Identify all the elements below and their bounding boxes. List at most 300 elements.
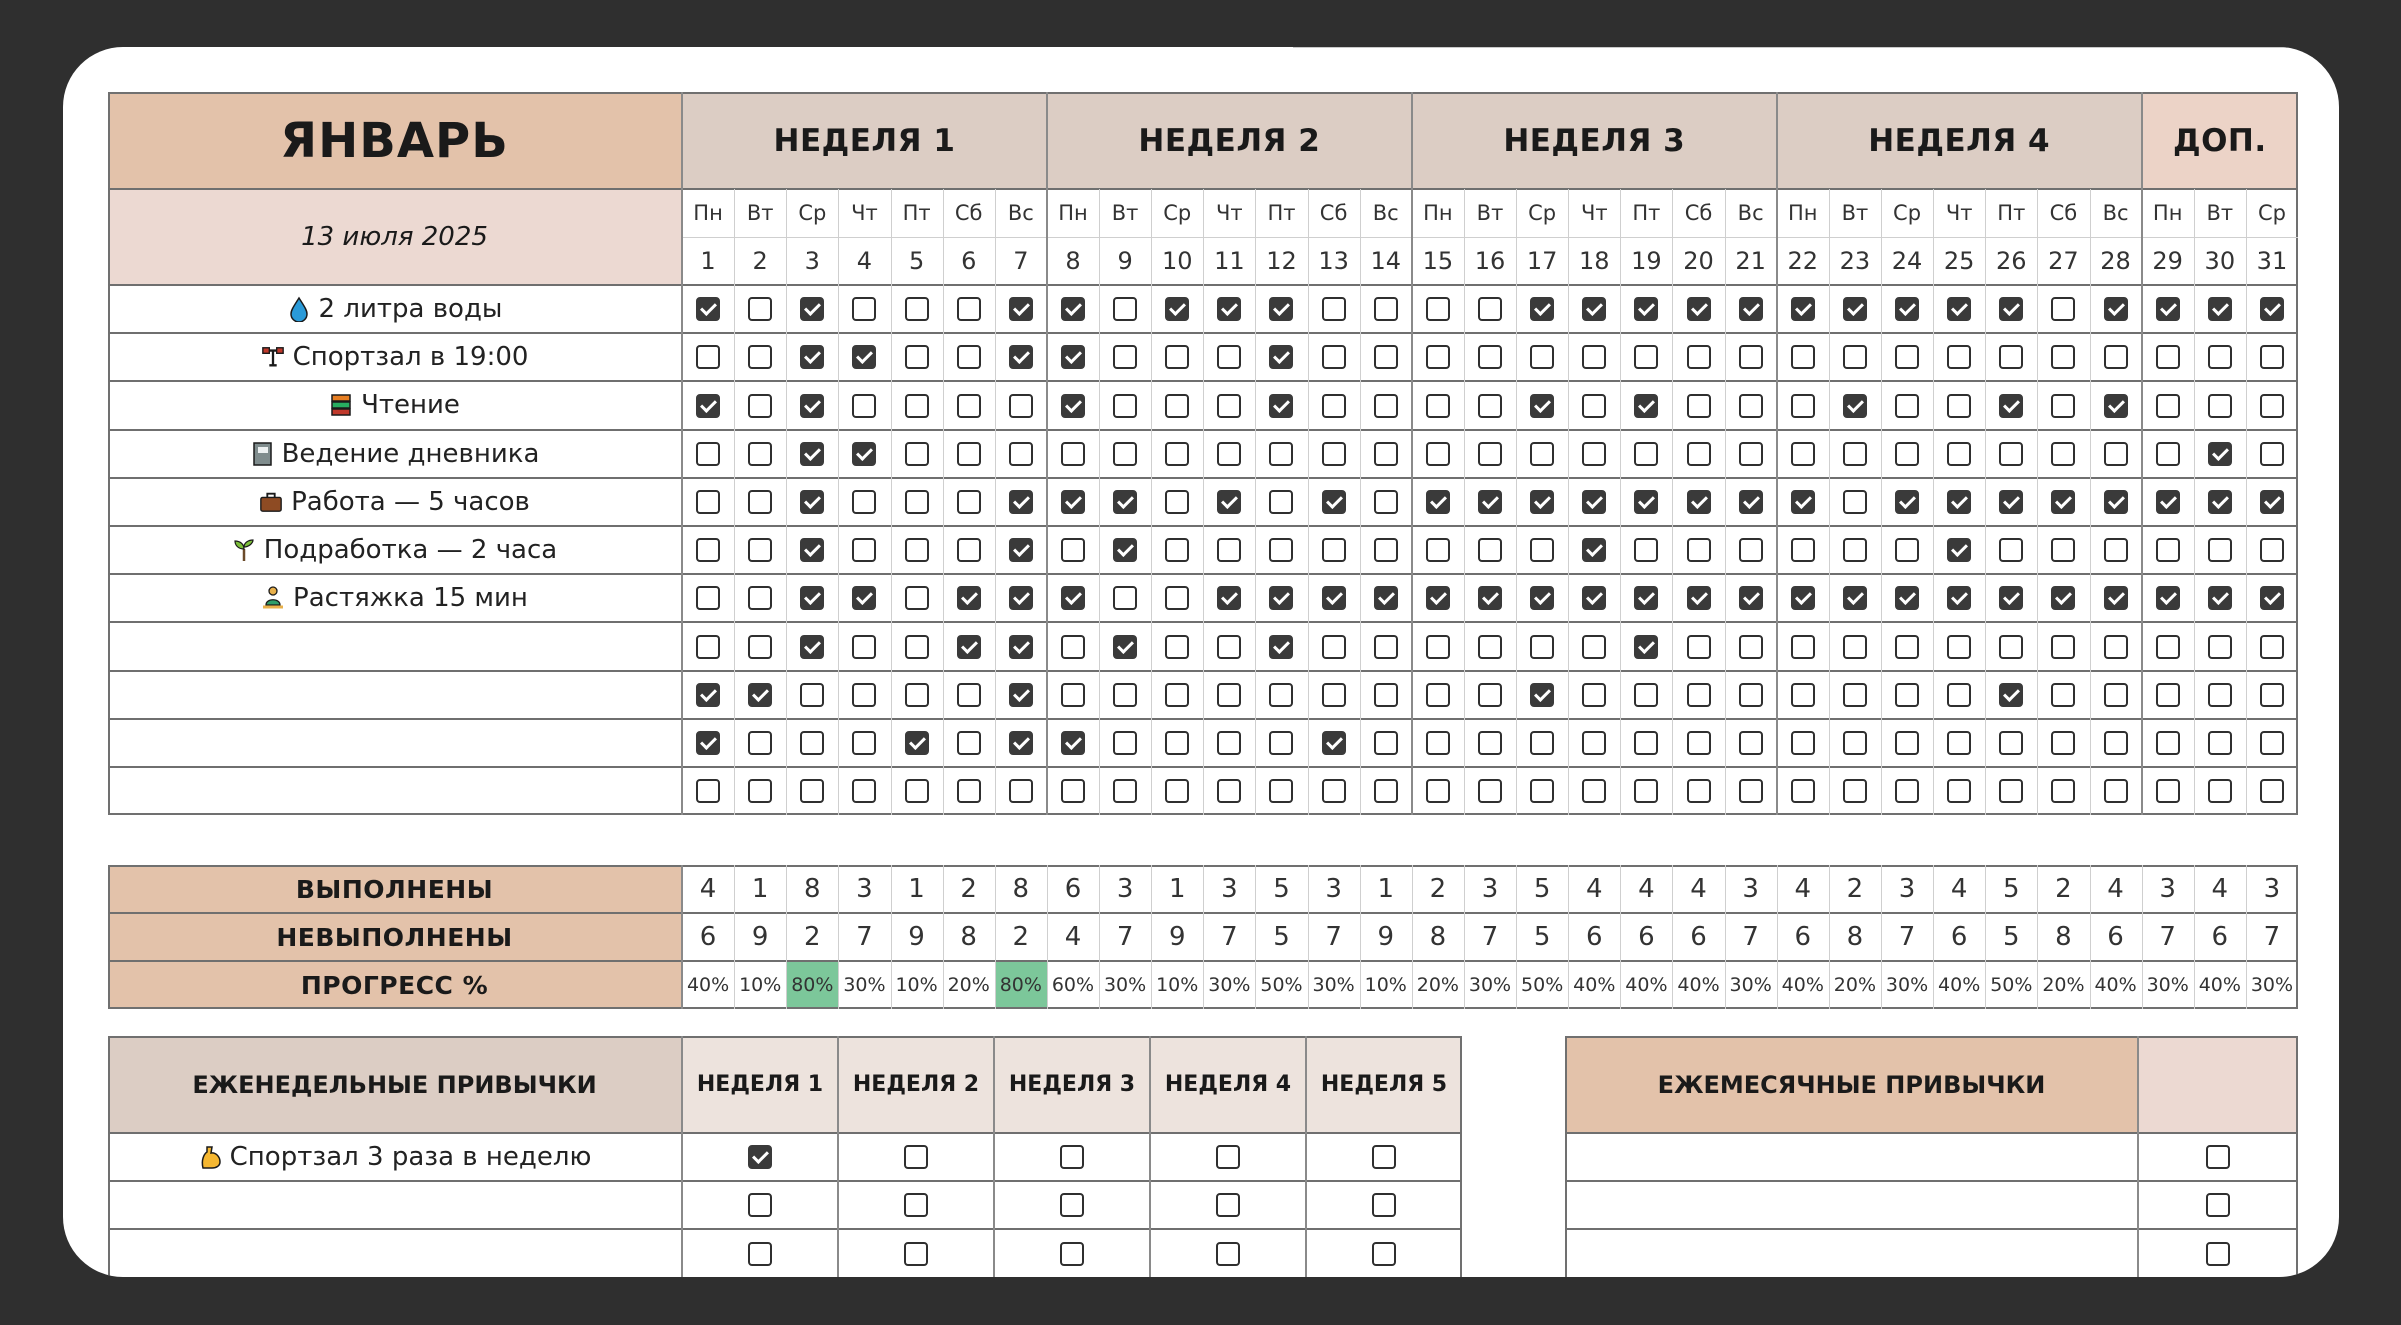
habit-day-checkbox[interactable] xyxy=(800,586,824,610)
habit-day-checkbox[interactable] xyxy=(696,731,720,755)
monthly-habit-checkbox[interactable] xyxy=(2206,1193,2230,1217)
habit-day-checkbox[interactable] xyxy=(1165,394,1189,418)
habit-day-checkbox[interactable] xyxy=(1791,683,1815,707)
habit-day-checkbox[interactable] xyxy=(1009,490,1033,514)
habit-day-checkbox[interactable] xyxy=(1895,442,1919,466)
habit-day-checkbox[interactable] xyxy=(1687,442,1711,466)
habit-day-checkbox[interactable] xyxy=(2208,731,2232,755)
habit-day-checkbox[interactable] xyxy=(1582,394,1606,418)
habit-day-checkbox[interactable] xyxy=(1374,731,1398,755)
habit-day-checkbox[interactable] xyxy=(1061,297,1085,321)
habit-day-checkbox[interactable] xyxy=(2104,731,2128,755)
habit-day-checkbox[interactable] xyxy=(1947,779,1971,803)
habit-day-checkbox[interactable] xyxy=(696,297,720,321)
habit-day-checkbox[interactable] xyxy=(2208,490,2232,514)
habit-day-checkbox[interactable] xyxy=(2208,297,2232,321)
habit-day-checkbox[interactable] xyxy=(1739,586,1763,610)
habit-day-checkbox[interactable] xyxy=(1009,635,1033,659)
habit-day-checkbox[interactable] xyxy=(1582,586,1606,610)
habit-day-checkbox[interactable] xyxy=(1061,345,1085,369)
habit-day-checkbox[interactable] xyxy=(1426,586,1450,610)
habit-day-checkbox[interactable] xyxy=(800,394,824,418)
habit-day-checkbox[interactable] xyxy=(2051,394,2075,418)
habit-day-checkbox[interactable] xyxy=(2156,779,2180,803)
habit-day-checkbox[interactable] xyxy=(2104,442,2128,466)
habit-day-checkbox[interactable] xyxy=(1478,442,1502,466)
habit-day-checkbox[interactable] xyxy=(2260,394,2284,418)
habit-day-checkbox[interactable] xyxy=(852,683,876,707)
habit-day-checkbox[interactable] xyxy=(1165,683,1189,707)
habit-day-checkbox[interactable] xyxy=(1374,394,1398,418)
habit-day-checkbox[interactable] xyxy=(905,394,929,418)
habit-day-checkbox[interactable] xyxy=(1582,442,1606,466)
habit-day-checkbox[interactable] xyxy=(957,683,981,707)
habit-day-checkbox[interactable] xyxy=(2260,586,2284,610)
weekly-habit-checkbox[interactable] xyxy=(1060,1193,1084,1217)
habit-day-checkbox[interactable] xyxy=(1478,538,1502,562)
habit-day-checkbox[interactable] xyxy=(1217,731,1241,755)
habit-day-checkbox[interactable] xyxy=(852,731,876,755)
habit-day-checkbox[interactable] xyxy=(1582,538,1606,562)
habit-day-checkbox[interactable] xyxy=(852,442,876,466)
habit-day-checkbox[interactable] xyxy=(1634,490,1658,514)
habit-day-checkbox[interactable] xyxy=(2208,683,2232,707)
habit-day-checkbox[interactable] xyxy=(1113,442,1137,466)
habit-day-checkbox[interactable] xyxy=(696,683,720,707)
habit-day-checkbox[interactable] xyxy=(905,538,929,562)
habit-day-checkbox[interactable] xyxy=(696,394,720,418)
habit-day-checkbox[interactable] xyxy=(1999,394,2023,418)
habit-day-checkbox[interactable] xyxy=(1478,635,1502,659)
habit-day-checkbox[interactable] xyxy=(1113,731,1137,755)
weekly-habit-checkbox[interactable] xyxy=(1060,1145,1084,1169)
habit-day-checkbox[interactable] xyxy=(800,779,824,803)
weekly-habit-checkbox[interactable] xyxy=(1216,1193,1240,1217)
habit-day-checkbox[interactable] xyxy=(1530,394,1554,418)
habit-day-checkbox[interactable] xyxy=(1582,683,1606,707)
habit-day-checkbox[interactable] xyxy=(1791,297,1815,321)
habit-day-checkbox[interactable] xyxy=(852,297,876,321)
habit-day-checkbox[interactable] xyxy=(1634,538,1658,562)
habit-day-checkbox[interactable] xyxy=(1269,731,1293,755)
habit-day-checkbox[interactable] xyxy=(1322,345,1346,369)
weekly-habit-checkbox[interactable] xyxy=(1372,1145,1396,1169)
habit-day-checkbox[interactable] xyxy=(1843,442,1867,466)
habit-day-checkbox[interactable] xyxy=(1895,683,1919,707)
habit-day-checkbox[interactable] xyxy=(2104,345,2128,369)
habit-day-checkbox[interactable] xyxy=(696,538,720,562)
habit-day-checkbox[interactable] xyxy=(1478,394,1502,418)
habit-day-checkbox[interactable] xyxy=(852,490,876,514)
habit-day-checkbox[interactable] xyxy=(1217,345,1241,369)
habit-day-checkbox[interactable] xyxy=(2104,297,2128,321)
habit-day-checkbox[interactable] xyxy=(1374,586,1398,610)
habit-day-checkbox[interactable] xyxy=(1895,586,1919,610)
habit-day-checkbox[interactable] xyxy=(1113,297,1137,321)
habit-day-checkbox[interactable] xyxy=(2051,490,2075,514)
habit-day-checkbox[interactable] xyxy=(748,635,772,659)
habit-day-checkbox[interactable] xyxy=(1739,731,1763,755)
weekly-habit-checkbox[interactable] xyxy=(748,1145,772,1169)
habit-day-checkbox[interactable] xyxy=(1999,731,2023,755)
habit-day-checkbox[interactable] xyxy=(748,345,772,369)
habit-day-checkbox[interactable] xyxy=(1113,345,1137,369)
habit-day-checkbox[interactable] xyxy=(696,442,720,466)
habit-day-checkbox[interactable] xyxy=(2156,442,2180,466)
habit-day-checkbox[interactable] xyxy=(1165,635,1189,659)
habit-day-checkbox[interactable] xyxy=(852,586,876,610)
habit-day-checkbox[interactable] xyxy=(1009,442,1033,466)
habit-day-checkbox[interactable] xyxy=(1061,635,1085,659)
habit-day-checkbox[interactable] xyxy=(957,442,981,466)
habit-day-checkbox[interactable] xyxy=(1165,586,1189,610)
habit-day-checkbox[interactable] xyxy=(696,345,720,369)
habit-day-checkbox[interactable] xyxy=(2208,394,2232,418)
habit-day-checkbox[interactable] xyxy=(2104,538,2128,562)
habit-day-checkbox[interactable] xyxy=(1791,345,1815,369)
habit-day-checkbox[interactable] xyxy=(1426,538,1450,562)
habit-day-checkbox[interactable] xyxy=(1426,779,1450,803)
habit-day-checkbox[interactable] xyxy=(1634,586,1658,610)
habit-day-checkbox[interactable] xyxy=(852,779,876,803)
habit-day-checkbox[interactable] xyxy=(2051,683,2075,707)
habit-day-checkbox[interactable] xyxy=(748,297,772,321)
habit-day-checkbox[interactable] xyxy=(1999,779,2023,803)
habit-day-checkbox[interactable] xyxy=(2156,345,2180,369)
habit-day-checkbox[interactable] xyxy=(1530,683,1554,707)
habit-day-checkbox[interactable] xyxy=(1947,394,1971,418)
habit-day-checkbox[interactable] xyxy=(1999,683,2023,707)
habit-day-checkbox[interactable] xyxy=(2208,345,2232,369)
habit-day-checkbox[interactable] xyxy=(1739,345,1763,369)
habit-day-checkbox[interactable] xyxy=(1269,394,1293,418)
habit-day-checkbox[interactable] xyxy=(1061,394,1085,418)
habit-day-checkbox[interactable] xyxy=(1999,345,2023,369)
habit-day-checkbox[interactable] xyxy=(2260,635,2284,659)
habit-day-checkbox[interactable] xyxy=(957,490,981,514)
habit-day-checkbox[interactable] xyxy=(1947,683,1971,707)
habit-day-checkbox[interactable] xyxy=(1895,731,1919,755)
habit-day-checkbox[interactable] xyxy=(1113,683,1137,707)
habit-day-checkbox[interactable] xyxy=(1374,683,1398,707)
weekly-habit-checkbox[interactable] xyxy=(1372,1193,1396,1217)
habit-day-checkbox[interactable] xyxy=(1947,635,1971,659)
habit-day-checkbox[interactable] xyxy=(852,345,876,369)
habit-day-checkbox[interactable] xyxy=(1947,731,1971,755)
habit-day-checkbox[interactable] xyxy=(1999,635,2023,659)
habit-day-checkbox[interactable] xyxy=(1530,779,1554,803)
habit-day-checkbox[interactable] xyxy=(1165,779,1189,803)
habit-day-checkbox[interactable] xyxy=(2208,635,2232,659)
habit-day-checkbox[interactable] xyxy=(748,490,772,514)
habit-day-checkbox[interactable] xyxy=(1009,394,1033,418)
habit-day-checkbox[interactable] xyxy=(1426,731,1450,755)
habit-day-checkbox[interactable] xyxy=(1634,635,1658,659)
habit-day-checkbox[interactable] xyxy=(905,683,929,707)
habit-day-checkbox[interactable] xyxy=(1739,490,1763,514)
habit-day-checkbox[interactable] xyxy=(1061,683,1085,707)
habit-day-checkbox[interactable] xyxy=(696,586,720,610)
habit-day-checkbox[interactable] xyxy=(1322,538,1346,562)
habit-day-checkbox[interactable] xyxy=(1530,731,1554,755)
habit-day-checkbox[interactable] xyxy=(1217,490,1241,514)
habit-day-checkbox[interactable] xyxy=(1791,635,1815,659)
weekly-habit-checkbox[interactable] xyxy=(904,1145,928,1169)
habit-day-checkbox[interactable] xyxy=(1582,731,1606,755)
habit-day-checkbox[interactable] xyxy=(748,442,772,466)
habit-day-checkbox[interactable] xyxy=(1478,345,1502,369)
habit-day-checkbox[interactable] xyxy=(1530,586,1554,610)
habit-day-checkbox[interactable] xyxy=(1843,394,1867,418)
habit-day-checkbox[interactable] xyxy=(1009,345,1033,369)
habit-day-checkbox[interactable] xyxy=(2260,538,2284,562)
habit-day-checkbox[interactable] xyxy=(1634,779,1658,803)
habit-day-checkbox[interactable] xyxy=(2051,538,2075,562)
habit-day-checkbox[interactable] xyxy=(1009,779,1033,803)
habit-day-checkbox[interactable] xyxy=(1582,490,1606,514)
habit-day-checkbox[interactable] xyxy=(2156,394,2180,418)
habit-day-checkbox[interactable] xyxy=(800,683,824,707)
habit-day-checkbox[interactable] xyxy=(1322,683,1346,707)
habit-day-checkbox[interactable] xyxy=(1269,538,1293,562)
habit-day-checkbox[interactable] xyxy=(1009,731,1033,755)
habit-day-checkbox[interactable] xyxy=(696,490,720,514)
habit-day-checkbox[interactable] xyxy=(1478,490,1502,514)
habit-day-checkbox[interactable] xyxy=(2260,345,2284,369)
habit-day-checkbox[interactable] xyxy=(1061,586,1085,610)
habit-day-checkbox[interactable] xyxy=(1687,394,1711,418)
habit-day-checkbox[interactable] xyxy=(1269,683,1293,707)
habit-day-checkbox[interactable] xyxy=(1165,345,1189,369)
habit-day-checkbox[interactable] xyxy=(1634,394,1658,418)
habit-day-checkbox[interactable] xyxy=(2260,442,2284,466)
habit-day-checkbox[interactable] xyxy=(1374,490,1398,514)
habit-day-checkbox[interactable] xyxy=(1113,490,1137,514)
habit-day-checkbox[interactable] xyxy=(1687,731,1711,755)
habit-day-checkbox[interactable] xyxy=(1634,731,1658,755)
habit-day-checkbox[interactable] xyxy=(1999,538,2023,562)
habit-day-checkbox[interactable] xyxy=(1895,345,1919,369)
habit-day-checkbox[interactable] xyxy=(2051,297,2075,321)
habit-day-checkbox[interactable] xyxy=(1478,731,1502,755)
habit-day-checkbox[interactable] xyxy=(1426,297,1450,321)
habit-day-checkbox[interactable] xyxy=(2208,779,2232,803)
habit-day-checkbox[interactable] xyxy=(1269,586,1293,610)
habit-day-checkbox[interactable] xyxy=(1791,442,1815,466)
habit-day-checkbox[interactable] xyxy=(1947,538,1971,562)
habit-day-checkbox[interactable] xyxy=(2260,490,2284,514)
habit-day-checkbox[interactable] xyxy=(905,586,929,610)
habit-day-checkbox[interactable] xyxy=(1739,683,1763,707)
habit-day-checkbox[interactable] xyxy=(1374,538,1398,562)
habit-day-checkbox[interactable] xyxy=(1374,635,1398,659)
habit-day-checkbox[interactable] xyxy=(1113,394,1137,418)
habit-day-checkbox[interactable] xyxy=(1322,635,1346,659)
habit-day-checkbox[interactable] xyxy=(1217,586,1241,610)
habit-day-checkbox[interactable] xyxy=(905,442,929,466)
habit-day-checkbox[interactable] xyxy=(1217,297,1241,321)
habit-day-checkbox[interactable] xyxy=(2104,683,2128,707)
habit-day-checkbox[interactable] xyxy=(2260,779,2284,803)
habit-day-checkbox[interactable] xyxy=(1999,297,2023,321)
habit-day-checkbox[interactable] xyxy=(1895,490,1919,514)
habit-day-checkbox[interactable] xyxy=(905,345,929,369)
habit-day-checkbox[interactable] xyxy=(905,297,929,321)
habit-day-checkbox[interactable] xyxy=(1217,683,1241,707)
habit-day-checkbox[interactable] xyxy=(2051,731,2075,755)
weekly-habit-checkbox[interactable] xyxy=(904,1193,928,1217)
habit-day-checkbox[interactable] xyxy=(1739,538,1763,562)
habit-day-checkbox[interactable] xyxy=(905,490,929,514)
habit-day-checkbox[interactable] xyxy=(1426,635,1450,659)
habit-day-checkbox[interactable] xyxy=(1165,442,1189,466)
habit-day-checkbox[interactable] xyxy=(1113,635,1137,659)
habit-day-checkbox[interactable] xyxy=(1322,490,1346,514)
habit-day-checkbox[interactable] xyxy=(1739,635,1763,659)
habit-day-checkbox[interactable] xyxy=(1426,683,1450,707)
habit-day-checkbox[interactable] xyxy=(957,297,981,321)
habit-day-checkbox[interactable] xyxy=(1739,442,1763,466)
habit-day-checkbox[interactable] xyxy=(1739,297,1763,321)
habit-day-checkbox[interactable] xyxy=(1009,538,1033,562)
habit-day-checkbox[interactable] xyxy=(1530,490,1554,514)
habit-day-checkbox[interactable] xyxy=(1165,538,1189,562)
habit-day-checkbox[interactable] xyxy=(1582,635,1606,659)
habit-day-checkbox[interactable] xyxy=(2051,779,2075,803)
habit-day-checkbox[interactable] xyxy=(1165,731,1189,755)
monthly-habit-checkbox[interactable] xyxy=(2206,1242,2230,1266)
weekly-habit-checkbox[interactable] xyxy=(904,1242,928,1266)
habit-day-checkbox[interactable] xyxy=(957,779,981,803)
habit-day-checkbox[interactable] xyxy=(1269,635,1293,659)
habit-day-checkbox[interactable] xyxy=(1322,297,1346,321)
weekly-habit-checkbox[interactable] xyxy=(1216,1242,1240,1266)
habit-day-checkbox[interactable] xyxy=(1687,635,1711,659)
habit-day-checkbox[interactable] xyxy=(2051,635,2075,659)
habit-day-checkbox[interactable] xyxy=(1687,779,1711,803)
habit-day-checkbox[interactable] xyxy=(957,586,981,610)
habit-day-checkbox[interactable] xyxy=(1634,345,1658,369)
habit-day-checkbox[interactable] xyxy=(2104,490,2128,514)
habit-day-checkbox[interactable] xyxy=(696,779,720,803)
habit-day-checkbox[interactable] xyxy=(748,394,772,418)
habit-day-checkbox[interactable] xyxy=(1791,779,1815,803)
habit-day-checkbox[interactable] xyxy=(696,635,720,659)
habit-day-checkbox[interactable] xyxy=(1478,779,1502,803)
habit-day-checkbox[interactable] xyxy=(1217,538,1241,562)
habit-day-checkbox[interactable] xyxy=(1634,297,1658,321)
habit-day-checkbox[interactable] xyxy=(1478,586,1502,610)
habit-day-checkbox[interactable] xyxy=(2156,683,2180,707)
habit-day-checkbox[interactable] xyxy=(1947,586,1971,610)
habit-day-checkbox[interactable] xyxy=(2156,731,2180,755)
habit-day-checkbox[interactable] xyxy=(748,683,772,707)
habit-day-checkbox[interactable] xyxy=(905,635,929,659)
habit-day-checkbox[interactable] xyxy=(748,731,772,755)
habit-day-checkbox[interactable] xyxy=(1687,586,1711,610)
habit-day-checkbox[interactable] xyxy=(2104,394,2128,418)
habit-day-checkbox[interactable] xyxy=(1843,779,1867,803)
habit-day-checkbox[interactable] xyxy=(2051,345,2075,369)
habit-day-checkbox[interactable] xyxy=(1113,538,1137,562)
habit-day-checkbox[interactable] xyxy=(2156,586,2180,610)
habit-day-checkbox[interactable] xyxy=(2156,297,2180,321)
habit-day-checkbox[interactable] xyxy=(957,635,981,659)
habit-day-checkbox[interactable] xyxy=(2260,297,2284,321)
habit-day-checkbox[interactable] xyxy=(1843,731,1867,755)
habit-day-checkbox[interactable] xyxy=(1739,779,1763,803)
habit-day-checkbox[interactable] xyxy=(1582,297,1606,321)
habit-day-checkbox[interactable] xyxy=(1217,394,1241,418)
habit-day-checkbox[interactable] xyxy=(1530,345,1554,369)
habit-day-checkbox[interactable] xyxy=(1061,490,1085,514)
habit-day-checkbox[interactable] xyxy=(1061,779,1085,803)
weekly-habit-checkbox[interactable] xyxy=(748,1242,772,1266)
habit-day-checkbox[interactable] xyxy=(1322,779,1346,803)
habit-day-checkbox[interactable] xyxy=(1791,490,1815,514)
habit-day-checkbox[interactable] xyxy=(1999,586,2023,610)
habit-day-checkbox[interactable] xyxy=(748,538,772,562)
habit-day-checkbox[interactable] xyxy=(1426,345,1450,369)
habit-day-checkbox[interactable] xyxy=(748,586,772,610)
habit-day-checkbox[interactable] xyxy=(1113,779,1137,803)
weekly-habit-checkbox[interactable] xyxy=(1216,1145,1240,1169)
habit-day-checkbox[interactable] xyxy=(1843,490,1867,514)
habit-day-checkbox[interactable] xyxy=(1947,490,1971,514)
habit-day-checkbox[interactable] xyxy=(1634,683,1658,707)
habit-day-checkbox[interactable] xyxy=(2260,683,2284,707)
habit-day-checkbox[interactable] xyxy=(852,538,876,562)
habit-day-checkbox[interactable] xyxy=(1478,297,1502,321)
habit-day-checkbox[interactable] xyxy=(1165,297,1189,321)
habit-day-checkbox[interactable] xyxy=(1843,635,1867,659)
habit-day-checkbox[interactable] xyxy=(1269,490,1293,514)
habit-day-checkbox[interactable] xyxy=(2051,442,2075,466)
habit-day-checkbox[interactable] xyxy=(1843,297,1867,321)
habit-day-checkbox[interactable] xyxy=(1478,683,1502,707)
habit-day-checkbox[interactable] xyxy=(1687,345,1711,369)
habit-day-checkbox[interactable] xyxy=(1843,345,1867,369)
habit-day-checkbox[interactable] xyxy=(957,538,981,562)
habit-day-checkbox[interactable] xyxy=(2156,490,2180,514)
habit-day-checkbox[interactable] xyxy=(1895,538,1919,562)
habit-day-checkbox[interactable] xyxy=(1322,394,1346,418)
habit-day-checkbox[interactable] xyxy=(1895,297,1919,321)
habit-day-checkbox[interactable] xyxy=(1374,297,1398,321)
habit-day-checkbox[interactable] xyxy=(2156,538,2180,562)
habit-day-checkbox[interactable] xyxy=(2260,731,2284,755)
habit-day-checkbox[interactable] xyxy=(1530,538,1554,562)
habit-day-checkbox[interactable] xyxy=(800,345,824,369)
habit-day-checkbox[interactable] xyxy=(1374,345,1398,369)
habit-day-checkbox[interactable] xyxy=(1947,442,1971,466)
habit-day-checkbox[interactable] xyxy=(800,731,824,755)
habit-day-checkbox[interactable] xyxy=(1791,394,1815,418)
habit-day-checkbox[interactable] xyxy=(1322,586,1346,610)
habit-day-checkbox[interactable] xyxy=(1739,394,1763,418)
habit-day-checkbox[interactable] xyxy=(800,297,824,321)
habit-day-checkbox[interactable] xyxy=(800,442,824,466)
habit-day-checkbox[interactable] xyxy=(2208,538,2232,562)
habit-day-checkbox[interactable] xyxy=(1530,442,1554,466)
habit-day-checkbox[interactable] xyxy=(1269,442,1293,466)
habit-day-checkbox[interactable] xyxy=(1165,490,1189,514)
habit-day-checkbox[interactable] xyxy=(1895,779,1919,803)
habit-day-checkbox[interactable] xyxy=(1426,490,1450,514)
habit-day-checkbox[interactable] xyxy=(2104,635,2128,659)
habit-day-checkbox[interactable] xyxy=(1217,442,1241,466)
habit-day-checkbox[interactable] xyxy=(2208,442,2232,466)
